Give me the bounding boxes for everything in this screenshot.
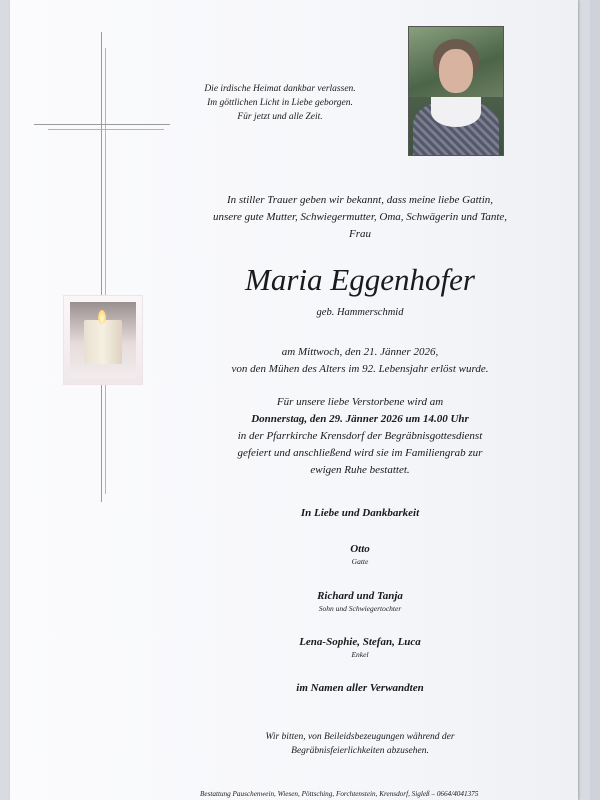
mourner: Lena-Sophie, Stefan, Luca Enkel (299, 636, 421, 659)
service-date: Donnerstag, den 29. Jänner 2026 um 14.00 Uhr (251, 413, 469, 425)
closing-line: In Liebe und Dankbarkeit (300, 507, 420, 519)
deceased-name: Maria Eggenhofer (245, 262, 475, 297)
verse-line: Die irdische Heimat dankbar verlassen. (204, 84, 356, 94)
page-edge (590, 0, 600, 800)
mourner: Otto Gatte (350, 543, 370, 566)
relatives-line: im Namen aller Verwandten (296, 682, 424, 694)
flame-icon (98, 310, 106, 324)
intro-text: In stiller Trauer geben wir bekannt, dass meine liebe Gattin, unsere gute Mutter, Schwiegermutter, Oma, Schwägerin und Tante, Frau (212, 194, 508, 240)
mourner: Richard und Tanja Sohn und Schwiegertochter (317, 590, 403, 613)
portrait-photo (408, 26, 504, 156)
service-info: Für unsere liebe Verstorbene wird am Donnerstag, den 29. Jänner 2026 um 14.00 Uhr in der Pfarrkirche Krensdorf der Begräbnisgottesdienst gefeiert und anschließend wird sie im Familiengrab zur ewigen Ruhe bestattet. (160, 394, 560, 479)
verse (180, 82, 380, 124)
death-notice: am Mittwoch, den 21. Jänner 2026, von den Mühen des Alters im 92. Lebensjahr erlöst wurde. (231, 346, 489, 375)
maiden-name: geb. Hammerschmid (316, 307, 404, 318)
condolence-request: Wir bitten, von Beileidsbezeugungen während der Begräbnisfeierlichkeiten abzusehen. (265, 732, 455, 756)
verse-line: Für jetzt und alle Zeit. (237, 112, 323, 122)
funeral-home-footer: Bestattung Pauschenwein, Wiesen, Pöttsching, Forchtenstein, Krensdorf, Sigleß – 0664/4041375 (200, 790, 479, 798)
verse-line: Im göttlichen Licht in Liebe geborgen. (207, 98, 353, 108)
